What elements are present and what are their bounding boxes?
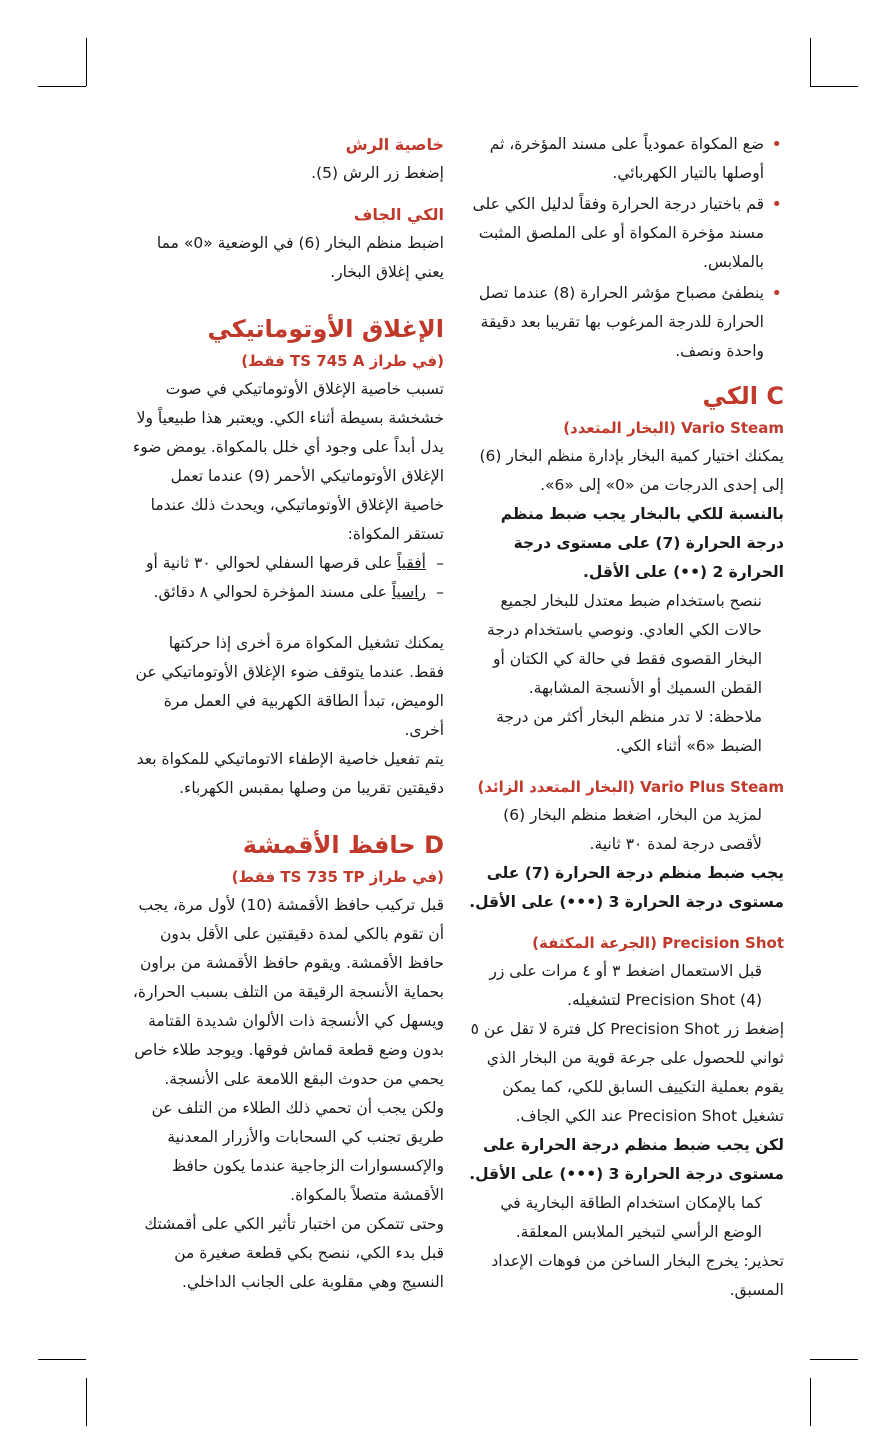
list-item — [132, 549, 444, 578]
spray-text: إضغط زر الرش (5). — [311, 164, 444, 182]
crop-mark — [38, 86, 86, 87]
auto-shutoff-activation: يتم تفعيل خاصية الإطفاء الاتوماتيكي للمكواة بعد دقيقتين تقريبا من وصلها بمقبس الكهرباء. — [136, 750, 444, 797]
list-item-text: على مسند المؤخرة لحوالي ٨ دقائق. — [153, 583, 392, 601]
bullet-item: • قم باختيار درجة الحرارة وفقاً لدليل الكي على مسند مؤخرة المكواة أو على الملصق المثبت بالملابس. — [462, 190, 784, 277]
dry-ironing-text: اضبط منظم البخار (6) في الوضعية «0» مما يعني إغلاق البخار. — [156, 234, 444, 281]
crop-mark — [86, 38, 87, 86]
underlined-word: أفقياً — [397, 554, 426, 572]
vario-steam-note: ملاحظة: لا تدر منظم البخار أكثر من درجة الضبط «6» أثناء الكي. — [496, 708, 762, 755]
steam-warning: تحذير: يخرج البخار الساخن من فوهات الإعداد المسبق. — [491, 1252, 784, 1299]
fabric-protector-test: وحتى تتمكن من اختبار تأثير الكي على أقمشتك قبل بدء الكي، ننصح بكي قطعة صغيرة من النسيج وهي مقلوبة على الجانب الداخلي. — [144, 1215, 444, 1291]
vario-steam-text: يمكنك اختيار كمية البخار بإدارة منظم البخار (6) إلى إحدى الدرجات من «0» إلى «6». — [479, 447, 784, 494]
vario-plus-heading: Vario Plus Steam (البخار المتعدد الزائد) — [477, 778, 784, 796]
bullet-item: • ينطفئ مصباح مؤشر الحرارة (8) عندما تصل الحرارة للدرجة المرغوب بها تقريبا بعد دقيقة واحدة ونصف. — [462, 279, 784, 366]
auto-shutoff-restart: يمكنك تشغيل المكواة مرة أخرى إذا حركتها فقط. عندما يتوقف ضوء الإغلاق الأوتوماتيكي عن الوميض، تبدأ الطاقة الكهربية في العمل مرة أخرى. — [135, 634, 444, 739]
precision-shot-requirement: لكن يجب ضبط منظم درجة الحرارة على مستوى درجة الحرارة 3 (•••) على الأقل. — [469, 1136, 784, 1183]
crop-mark — [86, 1378, 87, 1426]
vertical-steam-text: كما بالإمكان استخدام الطاقة البخارية في الوضع الرأسي لتبخير الملابس المعلقة. — [500, 1194, 762, 1241]
instruction-bullets — [462, 130, 784, 366]
vario-steam-heading: Vario Steam (البخار المتعدد) — [563, 419, 784, 437]
crop-mark — [810, 1378, 811, 1426]
vario-plus-requirement: يجب ضبط منظم درجة الحرارة (7) على مستوى درجة الحرارة 3 (•••) على الأقل. — [469, 864, 784, 911]
crop-mark — [810, 86, 858, 87]
precision-shot-usage: إضغط زر Precision Shot كل فترة لا تقل عن ٥ ثواني للحصول على جرعة قوية من البخار الذي يقوم بعملية التكييف السابق للكي، كما يمكن تشغيل Precision Shot عند الكي الجاف. — [470, 1020, 784, 1125]
crop-mark — [810, 1359, 858, 1360]
vario-steam-requirement: بالنسبة للكي بالبخار يجب ضبط منظم درجة الحرارة (7) على مستوى درجة الحرارة 2 (••) على الأقل. — [500, 505, 784, 581]
list-item — [132, 578, 444, 607]
crop-mark — [810, 38, 811, 86]
vario-steam-advice: ننصح باستخدام ضبط معتدل للبخار لجميع حالات الكي العادي. ونوصي باستخدام درجة البخار القصوى فقط في حالة كي الكتان أو القطن السميك أو الأنسجة المشابهة. — [487, 592, 762, 697]
fabric-protector-model: (في طراز TS 735 TP فقط) — [231, 868, 444, 886]
section-c-title: C الكي — [702, 382, 784, 410]
fabric-protector-text: قبل تركيب حافظ الأقمشة (10) لأول مرة، يجب أن تقوم بالكي لمدة دقيقتين على الأقل بدون حافظ الأقمشة. ويقوم حافظ الأقمشة من براون بحماية الأنسجة الرقيقة من التلف بسبب الحرارة، ويسهل كي الأنسجة ذات الألوان شديدة القتامة بدون وضع قطعة قماش فوقها. ويوجد طلاء خاص يحمي من حدوث البقع اللامعة على الأنسجة. ولكن يجب أن تحمي ذلك الطلاء من التلف عن طريق تجنب كي السحابات والأزرار المعدنية والإكسسوارات الزجاجية عندما يكون حافظ الأقمشة متصلاً بالمكواة. — [132, 896, 444, 1204]
precision-shot-text: قبل الاستعمال اضغط ٣ أو ٤ مرات على زر Precision Shot (4) لتشغيله. — [489, 962, 762, 1009]
dry-ironing-heading: الكي الجاف — [353, 205, 444, 224]
crop-mark — [38, 1359, 86, 1360]
section-d-title: D حافظ الأقمشة — [242, 831, 444, 859]
precision-shot-heading: Precision Shot (الجرعة المكثفة) — [532, 934, 784, 952]
bullet-item: • ضع المكواة عمودياً على مسند المؤخرة، ثم أوصلها بالتيار الكهربائي. — [462, 130, 784, 188]
spray-heading: خاصية الرش — [345, 135, 444, 154]
vario-plus-text: لمزيد من البخار، اضغط منظم البخار (6) لأقصى درجة لمدة ٣٠ ثانية. — [503, 806, 762, 853]
right-column — [462, 130, 784, 1305]
list-item-text: على قرصها السفلي لحوالي ٣٠ ثانية أو — [146, 554, 398, 572]
left-column — [132, 130, 444, 1297]
auto-shutoff-title: الإغلاق الأوتوماتيكي — [207, 315, 444, 343]
auto-shutoff-model: (في طراز TS 745 A فقط) — [241, 352, 444, 370]
underlined-word: راسياً — [391, 583, 426, 601]
auto-shutoff-text: تسبب خاصية الإغلاق الأوتوماتيكي في صوت خشخشة بسيطة أثناء الكي. ويعتبر هذا طبيعياً ولا يدل أبداً على وجود أي خلل بالمكواة. يومض ضوء الإغلاق الأوتوماتيكي الأحمر (9) عندما تعمل خاصية الإغلاق الأوتوماتيكي، ويحدث ذلك عندما تستقر المكواة: — [132, 380, 444, 543]
auto-shutoff-list — [132, 549, 444, 607]
